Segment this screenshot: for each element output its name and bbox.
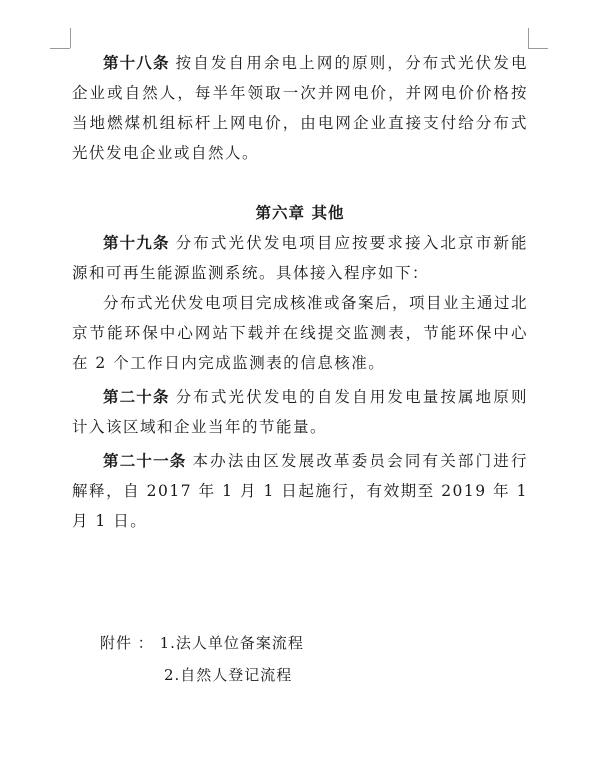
article-21-lead: 第二十一条 (103, 451, 187, 470)
article-19 (72, 228, 528, 288)
article-21-text: 本办法由区发展改革委员会同有关部门进行解释，自 2017 年 1 月 1 日起施行，有效期至 2019 年 1 月 1 日。 (72, 452, 528, 530)
article-18 (72, 48, 528, 168)
chapter-6-title: 第六章 其他 (255, 203, 345, 222)
attachments (100, 628, 304, 690)
attachment-item-1: 1.法人单位备案流程 (159, 634, 304, 652)
article-18-text: 按自发自用余电上网的原则，分布式光伏发电企业或自然人，每半年领取一次并网电价，并网电价价格按当地燃煤机组标杆上网电价，由电网企业直接支付给分布式光伏发电企业或自然人。 (72, 54, 528, 162)
document-body (72, 48, 528, 536)
article-21 (72, 446, 528, 536)
crop-mark-top-right (528, 48, 548, 49)
article-20-text: 分布式光伏发电的自发自用发电量按属地原则计入该区域和企业当年的节能量。 (72, 388, 528, 436)
crop-mark-top-right (528, 28, 529, 48)
article-20-lead: 第二十条 (103, 387, 170, 406)
article-20 (72, 382, 528, 442)
attachment-item-2: 2.自然人登记流程 (164, 666, 293, 684)
article-19-lead: 第十九条 (103, 233, 170, 252)
attachment-row-1 (100, 628, 304, 658)
crop-mark-top-left (50, 48, 70, 49)
article-18-lead: 第十八条 (103, 53, 170, 72)
crop-mark-top-left (70, 28, 71, 48)
article-19-detail: 分布式光伏发电项目完成核准或备案后，项目业主通过北京节能环保中心网站下载并在线提交监测表，节能环保中心在 2 个工作日内完成监测表的信息核准。 (72, 294, 529, 372)
attachments-label: 附件 ： (100, 634, 154, 652)
article-19-text: 分布式光伏发电项目应按要求接入北京市新能源和可再生能源监测系统。具体接入程序如下： (72, 234, 528, 282)
